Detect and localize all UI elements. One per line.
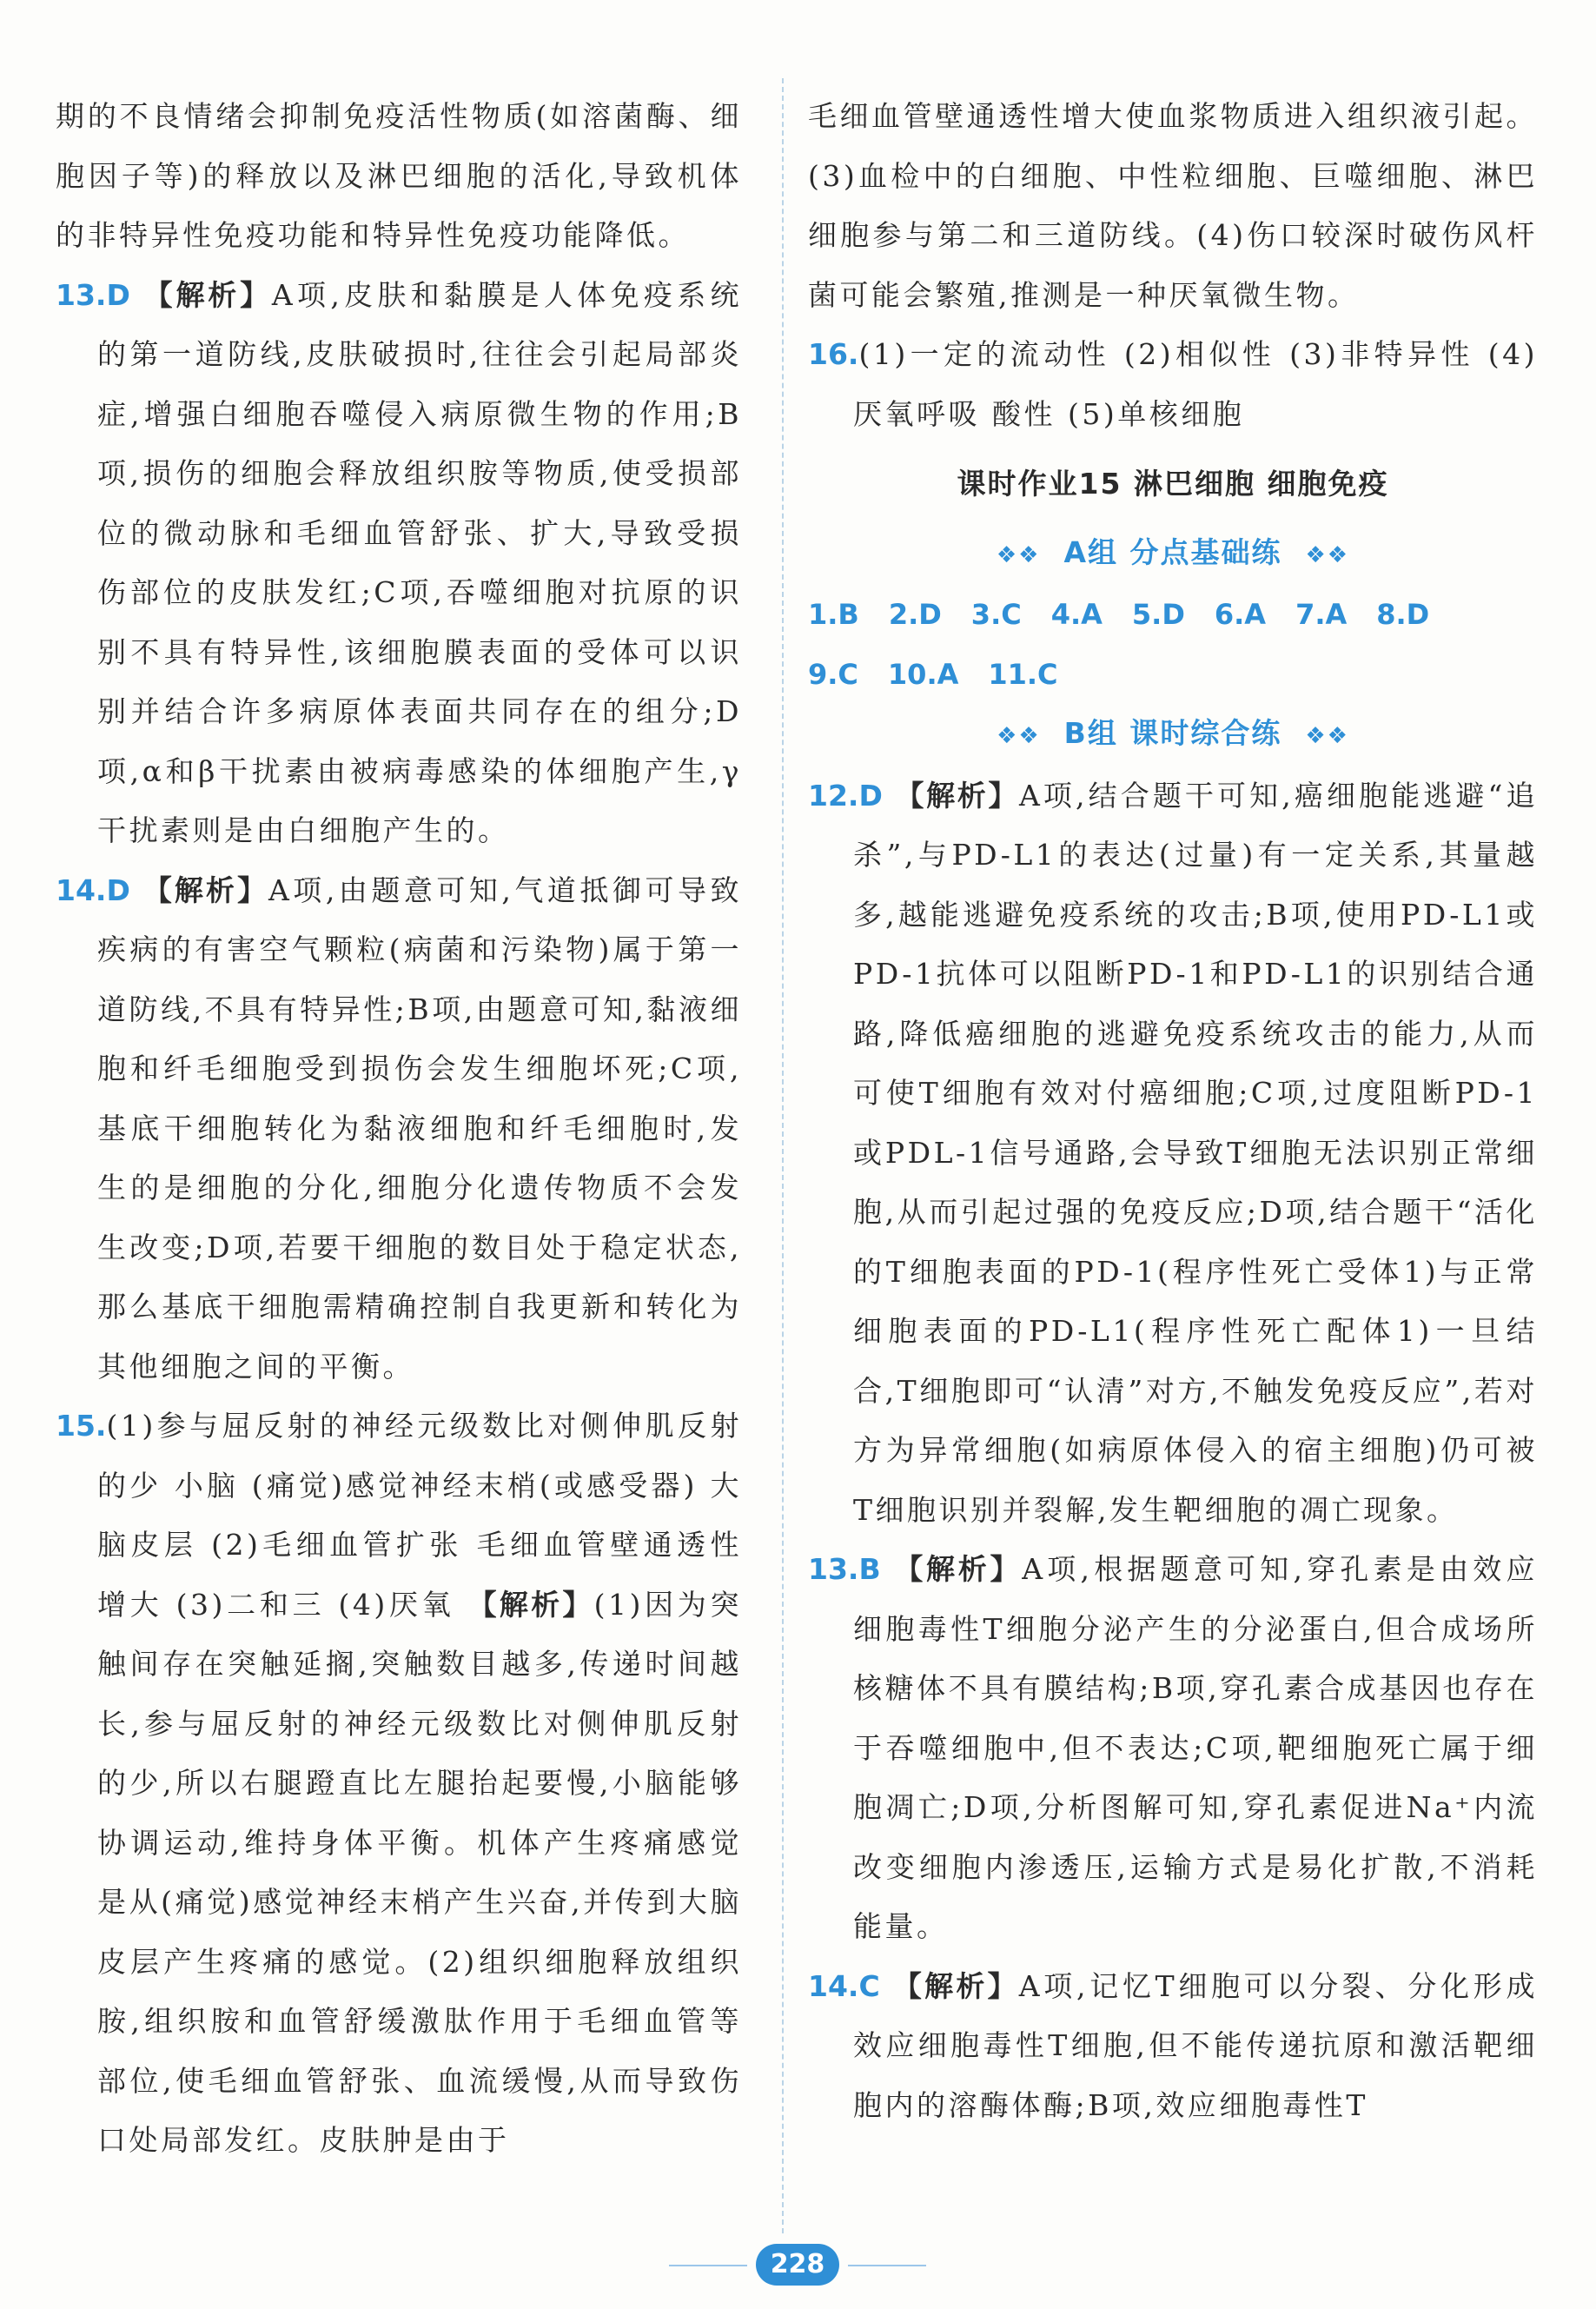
answer-key-item: 8.D — [1376, 598, 1430, 631]
analysis-tag: 【解析】 — [895, 778, 1019, 813]
answer-letter: B — [858, 1552, 881, 1586]
analysis-text: A项,由题意可知,气道抵御可导致疾病的有害空气颗粒(病菌和污染物)属于第一道防线,不具有特异性;B项,由题意可知,黏液细胞和纤毛细胞受到损伤会发生细胞坏死;C项,基底干细胞转化为黏液细胞和纤毛细胞时,发生的是细胞的分化,细胞分化遗传物质不会发生改变;D项,若要干细胞的数目处于稳定状态,那么基底干细胞需精确控制自我更新和转化为其他细胞之间的平衡。 — [97, 873, 742, 1383]
answer-letter: D — [106, 873, 130, 907]
answer-16 — [808, 325, 1538, 444]
answer-key-item: 9.C — [808, 657, 858, 691]
group-b-label: B组 课时综合练 — [1063, 716, 1282, 750]
answer-text: (1)参与屈反射的神经元级数比对侧伸肌反射的少 小脑 (痛觉)感觉神经末梢(或感受器) 大脑皮层 (2)毛细血管扩张 毛细血管壁通透性增大 (3)二和三 (4)厌氧 — [97, 1409, 742, 1622]
answer-letter: C — [858, 1968, 880, 2003]
answer-13b — [808, 1540, 1538, 1957]
question-number: 13. — [808, 1552, 859, 1586]
analysis-text: A项,记忆T细胞可以分裂、分化形成效应细胞毒性T细胞,但不能传递抗原和激活靶细胞内的溶酶体酶;B项,效应细胞毒性T — [853, 1968, 1538, 2122]
continued-text: 毛细血管壁通透性增大使血浆物质进入组织液引起。(3)血检中的白细胞、中性粒细胞、巨噬细胞、淋巴细胞参与第二和三道防线。(4)伤口较深时破伤风杆菌可能会繁殖,推测是一种厌氧微生物。 — [808, 99, 1538, 312]
left-column — [56, 87, 742, 2171]
continued-text: 期的不良情绪会抑制免疫活性物质(如溶菌酶、细胞因子等)的释放以及淋巴细胞的活化,导致机体的非特异性免疫功能和特异性免疫功能降低。 — [56, 99, 742, 252]
question-number: 13. — [56, 277, 107, 312]
answer-key-item: 5.D — [1131, 598, 1185, 631]
answer-13 — [56, 266, 742, 861]
group-b-heading — [808, 704, 1538, 766]
answer-key-row-2 — [808, 645, 1538, 705]
question-number: 16. — [808, 337, 859, 371]
column-divider — [782, 78, 784, 2233]
analysis-tag: 【解析】 — [892, 1968, 1019, 2003]
analysis-text: A项,根据题意可知,穿孔素是由效应细胞毒性T细胞分泌产生的分泌蛋白,但合成场所核糖体不具有膜结构;B项,穿孔素合成基因也存在于吞噬细胞中,但不表达;C项,靶细胞死亡属于细胞凋亡;D项,分析图解可知,穿孔素促进Na⁺内流改变细胞内渗透压,运输方式是易化扩散,不消耗能量。 — [853, 1552, 1539, 1943]
analysis-tag: 【解析】 — [467, 1587, 594, 1622]
diamond-icon: ❖❖ — [997, 723, 1041, 749]
answer-12 — [808, 766, 1538, 1541]
answer-key-item: 6.A — [1214, 598, 1267, 631]
answer-key-row-1 — [808, 585, 1538, 645]
question-number: 12. — [808, 778, 859, 813]
answer-key-item: 11.C — [988, 657, 1058, 691]
analysis-tag: 【解析】 — [142, 873, 268, 907]
diamond-icon: ❖❖ — [996, 541, 1041, 568]
question-number: 15. — [56, 1409, 107, 1443]
answer-14 — [56, 861, 742, 1397]
answer-key-item: 4.A — [1050, 598, 1103, 631]
answer-key-item: 3.C — [970, 598, 1022, 631]
answer-key-item: 7.A — [1295, 598, 1348, 631]
analysis-text: A项,皮肤和黏膜是人体免疫系统的第一道防线,皮肤破损时,往往会引起局部炎症,增强白细胞吞噬侵入病原微生物的作用;B项,损伤的细胞会释放组织胺等物质,使受损部位的微动脉和毛细血管舒张、扩大,导致受损伤部位的皮肤发红;C项,吞噬细胞对抗原的识别不具有特异性,该细胞膜表面的受体可以识别并结合许多病原体表面共同存在的组分;D项,α和β干扰素由被病毒感染的体细胞产生,γ干扰素则是由白细胞产生的。 — [97, 277, 742, 847]
diamond-icon: ❖❖ — [1305, 723, 1349, 749]
answer-letter: D — [858, 778, 883, 813]
answer-key-item: 2.D — [888, 598, 942, 631]
answer-key-item: 1.B — [808, 598, 859, 631]
group-a-label: A组 分点基础练 — [1063, 534, 1282, 569]
analysis-tag: 【解析】 — [894, 1552, 1023, 1586]
analysis-text: (1)因为突触间存在突触延搁,突触数目越多,传递时间越长,参与屈反射的神经元级数比对侧伸肌反射的少,所以右腿蹬直比左腿抬起要慢,小脑能够协调运动,维持身体平衡。机体产生疼痛感觉是从(痛觉)感觉神经末梢产生兴奋,并传到大脑皮层产生疼痛的感觉。(2)组织细胞释放组织胺,组织胺和血管舒缓激肽作用于毛细血管等部位,使毛细血管舒张、血流缓慢,从而导致伤口处局部发红。皮肤肿是由于 — [97, 1587, 742, 2157]
diamond-icon: ❖❖ — [1305, 541, 1350, 568]
lesson-title: 课时作业15 淋巴细胞 细胞免疫 — [957, 467, 1389, 501]
analysis-tag: 【解析】 — [143, 277, 272, 312]
answer-14b — [808, 1957, 1538, 2136]
analysis-text: A项,结合题干可知,癌细胞能逃避“追杀”,与PD-L1的表达(过量)有一定关系,其量越多,越能逃避免疫系统的攻击;B项,使用PD-L1或PD-1抗体可以阻断PD-1和PD-L1的识别结合通路,降低癌细胞的逃避免疫系统攻击的能力,从而可使T细胞有效对付癌细胞;C项,过度阻断PD-1或PDL-1信号通路,会导致T细胞无法识别正常细胞,从而引起过强的免疫反应;D项,结合题干“活化的T细胞表面的PD-1(程序性死亡受体1)与正常细胞表面的PD-L1(程序性死亡配体1)一旦结合,T细胞即可“认清”对方,不触发免疫反应”,若对方为异常细胞(如病原体侵入的宿主细胞)仍可被T细胞识别并裂解,发生靶细胞的凋亡现象。 — [853, 778, 1539, 1527]
page-number: 228 — [756, 2244, 839, 2286]
answer-text: (1)一定的流动性 (2)相似性 (3)非特异性 (4)厌氧呼吸 酸性 (5)单核细胞 — [853, 337, 1538, 431]
page-number-line-left — [669, 2265, 747, 2266]
answer-15 — [56, 1397, 742, 2171]
question-number: 14. — [808, 1968, 859, 2003]
question-number: 14. — [56, 873, 107, 907]
answer-letter: D — [106, 277, 130, 312]
page-number-line-right — [848, 2265, 926, 2266]
group-a-heading — [808, 523, 1538, 586]
right-column — [808, 87, 1538, 2135]
answer-key-item: 10.A — [887, 657, 959, 691]
